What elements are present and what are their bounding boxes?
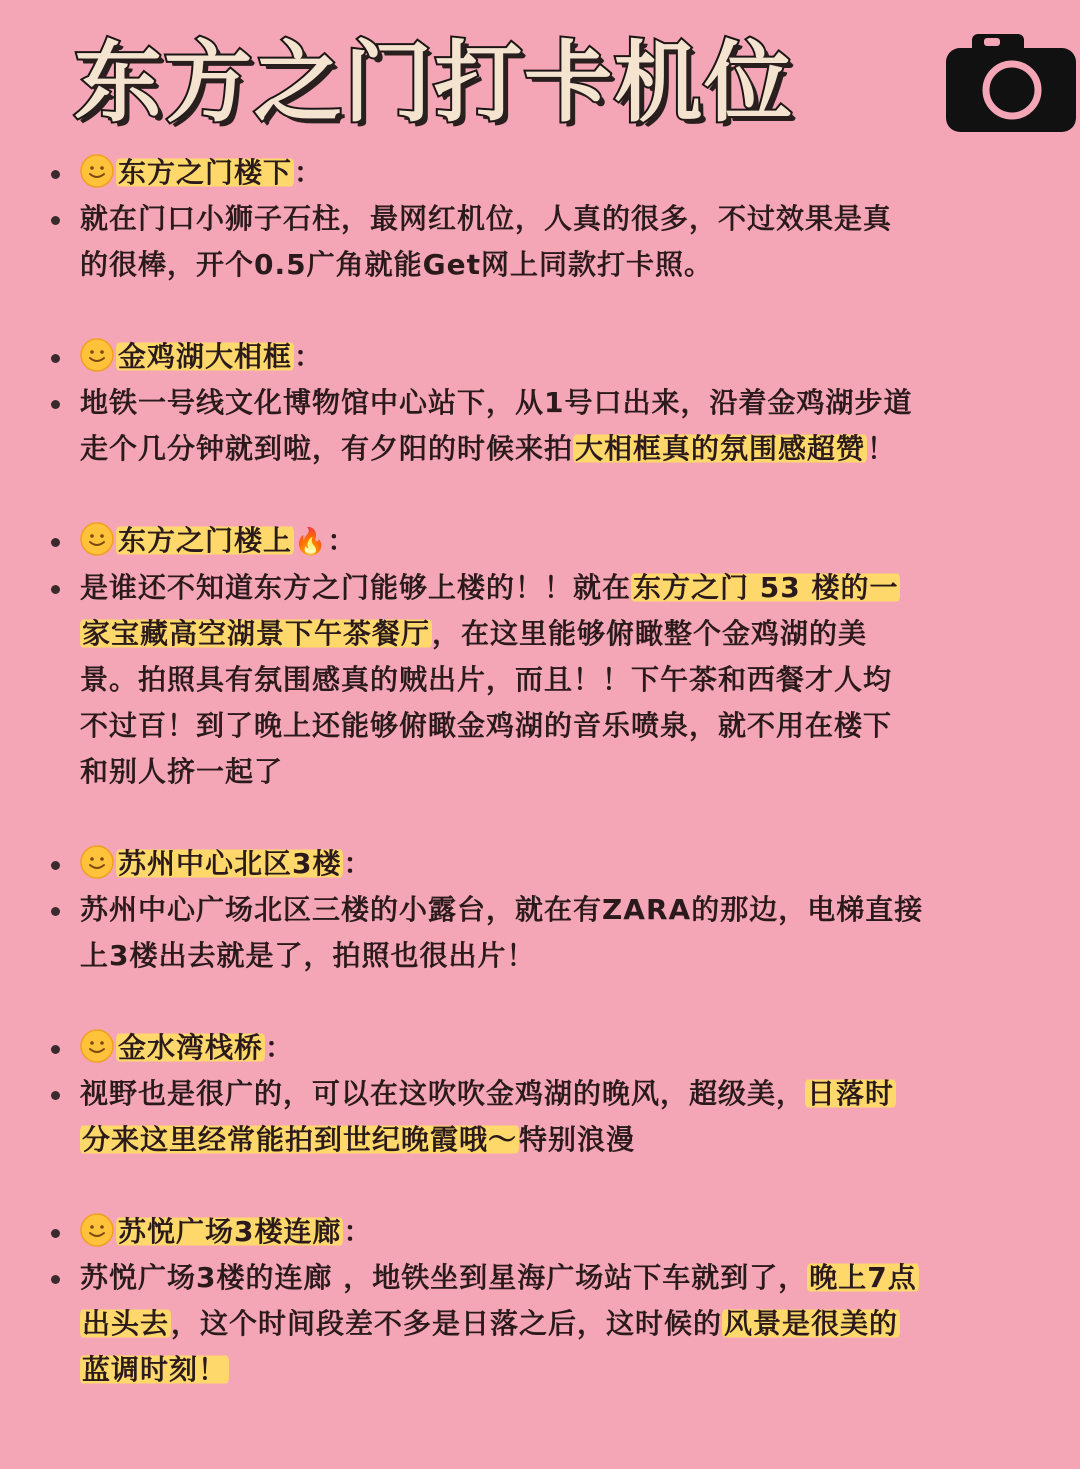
description-text: 视野也是很广的，可以在这吹吹金鸡湖的晚风，超级美， bbox=[80, 1077, 806, 1110]
description-text: 的很棒，开个0.5广角就能Get网上同款打卡照。 bbox=[80, 248, 713, 281]
spot-heading-colon: ： bbox=[265, 1031, 295, 1064]
highlighted-text: 大相框真的氛围感超赞 bbox=[575, 432, 866, 465]
spot-section bbox=[44, 1025, 1054, 1163]
spot-description-line bbox=[44, 611, 1054, 657]
camera-icon bbox=[944, 28, 1078, 134]
spot-heading bbox=[44, 334, 1054, 380]
spot-heading-text: 金鸡湖大相框 bbox=[118, 340, 293, 373]
spot-heading-text: 苏州中心北区3楼 bbox=[118, 847, 342, 880]
fire-icon: 🔥 bbox=[294, 527, 328, 557]
highlighted-text: 日落时 bbox=[807, 1077, 895, 1110]
description-text: 苏悦广场3楼的连廊 ，地铁坐到星海广场站下车就到了， bbox=[80, 1261, 808, 1294]
spot-heading-text: 东方之门楼上 bbox=[118, 524, 293, 557]
highlighted-text: 东方之门 53 楼的一 bbox=[633, 571, 899, 604]
spot-description-line bbox=[44, 887, 1054, 933]
spot-description-line bbox=[44, 1255, 1054, 1301]
spot-description-line bbox=[44, 1347, 1054, 1393]
spot-heading bbox=[44, 1209, 1054, 1255]
smiley-sun-icon bbox=[80, 1213, 114, 1247]
spot-section bbox=[44, 518, 1054, 795]
spot-heading-text: 金水湾栈桥 bbox=[118, 1031, 264, 1064]
description-text: ！ bbox=[867, 432, 897, 465]
description-text: 特别浪漫 bbox=[519, 1123, 636, 1156]
spot-description-line bbox=[44, 426, 1054, 472]
highlighted-text: 家宝藏高空湖景下午茶餐厅 bbox=[82, 617, 431, 650]
spot-heading-colon: ： bbox=[343, 847, 373, 880]
highlighted-text: 晚上7点 bbox=[809, 1261, 917, 1294]
spot-description-line bbox=[44, 242, 1054, 288]
smiley-sun-icon bbox=[80, 338, 114, 372]
highlighted-text: 风景是很美的 bbox=[724, 1307, 899, 1340]
spot-heading bbox=[44, 150, 1054, 196]
spot-section bbox=[44, 841, 1054, 979]
description-text: 苏州中心广场北区三楼的小露台，就在有ZARA的那边，电梯直接 bbox=[80, 893, 924, 926]
spot-section bbox=[44, 334, 1054, 472]
description-text: ，在这里能够俯瞰整个金鸡湖的美 bbox=[432, 617, 868, 650]
spot-heading-colon: ： bbox=[343, 1215, 373, 1248]
description-text: 景。拍照具有氛围感真的贼出片，而且！！下午茶和西餐才人均 bbox=[80, 663, 893, 696]
description-text: 地铁一号线文化博物馆中心站下，从1号口出来，沿着金鸡湖步道 bbox=[80, 386, 913, 419]
spot-section bbox=[44, 1209, 1054, 1393]
spot-description-line bbox=[44, 196, 1054, 242]
spot-list bbox=[44, 150, 1054, 1439]
smiley-sun-icon bbox=[80, 845, 114, 879]
spot-description-line bbox=[44, 380, 1054, 426]
spot-description-line bbox=[44, 1071, 1054, 1117]
highlighted-text: 分来这里经常能拍到世纪晚霞哦～ bbox=[82, 1123, 518, 1156]
highlighted-text: 出头去 bbox=[82, 1307, 170, 1340]
spot-description-line bbox=[44, 933, 1054, 979]
description-text: 和别人挤一起了 bbox=[80, 755, 284, 788]
spot-heading-text: 苏悦广场3楼连廊 bbox=[118, 1215, 342, 1248]
spot-section bbox=[44, 150, 1054, 288]
spot-description-line bbox=[44, 749, 1054, 795]
spot-description-line bbox=[44, 657, 1054, 703]
description-text: 上3楼出去就是了，拍照也很出片！ bbox=[80, 939, 536, 972]
page-title: 东方之门打卡机位 bbox=[74, 31, 795, 134]
description-text: 不过百！到了晚上还能够俯瞰金鸡湖的音乐喷泉，就不用在楼下 bbox=[80, 709, 893, 742]
spot-heading bbox=[44, 841, 1054, 887]
spot-description-line bbox=[44, 1301, 1054, 1347]
highlighted-text: 蓝调时刻！ bbox=[82, 1353, 228, 1386]
description-text: 是谁还不知道东方之门能够上楼的！！就在 bbox=[80, 571, 632, 604]
description-text: ，这个时间段差不多是日落之后，这时候的 bbox=[171, 1307, 723, 1340]
spot-description-line bbox=[44, 703, 1054, 749]
spot-heading bbox=[44, 518, 1054, 565]
spot-description-line bbox=[44, 565, 1054, 611]
spot-description-line bbox=[44, 1117, 1054, 1163]
spot-heading bbox=[44, 1025, 1054, 1071]
spot-heading-text: 东方之门楼下 bbox=[118, 156, 293, 189]
smiley-sun-icon bbox=[80, 522, 114, 556]
description-text: 走个几分钟就到啦，有夕阳的时候来拍 bbox=[80, 432, 574, 465]
spot-heading-colon: ： bbox=[294, 340, 324, 373]
description-text: 就在门口小狮子石柱，最网红机位，人真的很多，不过效果是真 bbox=[80, 202, 893, 235]
spot-heading-colon: ： bbox=[294, 156, 324, 189]
spot-heading-colon: ： bbox=[327, 524, 357, 557]
smiley-sun-icon bbox=[80, 1029, 114, 1063]
smiley-sun-icon bbox=[80, 154, 114, 188]
